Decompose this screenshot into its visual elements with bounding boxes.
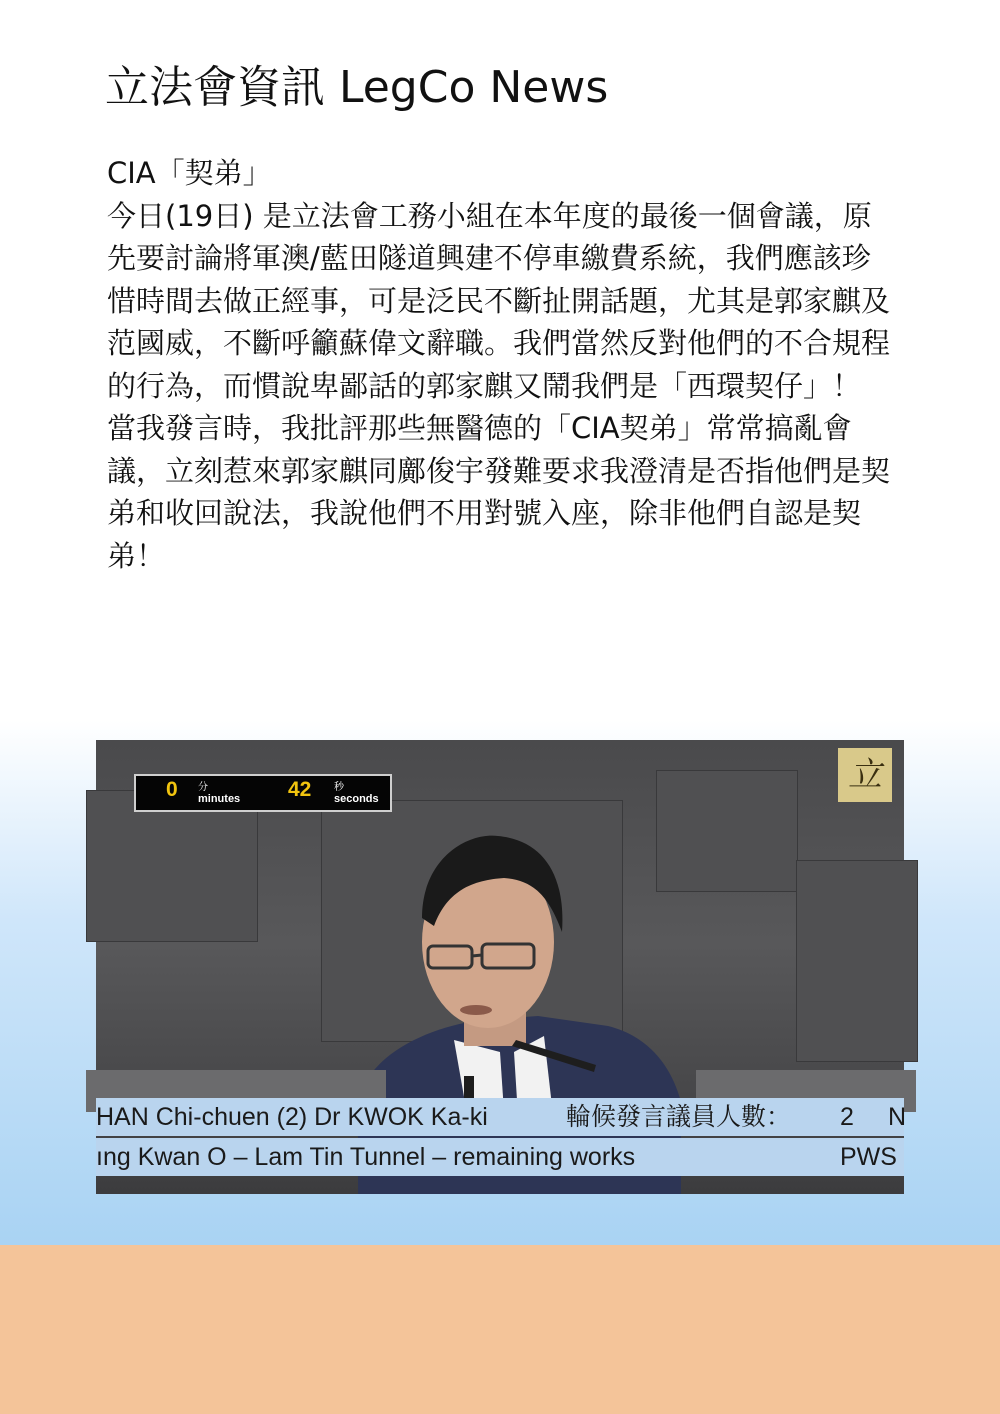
bottom-color-band (0, 1245, 1000, 1414)
page-title: 立法會資訊 LegCo News (105, 62, 609, 113)
article-paragraph-1: 今日(19日) 是立法會工務小組在本年度的最後一個會議，原先要討論將軍澳/藍田隧道興建不停車繳費系統，我們應該珍惜時間去做正經事，可是泛民不斷扯開話題，尤其是郭家麒及范國威，不斷呼籲蘇偉文辭職。我們當然反對他們的不合規程的行為，而慣說卑鄙話的郭家麒又鬧我們是「西環契仔」！ (107, 198, 891, 403)
timer-seconds-label: seconds (334, 793, 379, 805)
timer-minutes-value: 0 (166, 778, 178, 801)
ticker-line-1-tail: N (888, 1103, 907, 1131)
article-paragraph-2: 當我發言時，我批評那些無醫德的「CIA契弟」常常搞亂會議，立刻惹來郭家麒同鄺俊宇發難要求我澄清是否指他們是契弟和收回說法，我說他們不用對號入座，除非他們自認是契弟！ (107, 411, 891, 573)
timer-minutes-cn: 分 (198, 782, 208, 793)
ticker-agenda-item: ıng Kwan O – Lam Tin Tunnel – remaining works (96, 1143, 636, 1171)
legco-logo-icon: 立 (838, 748, 892, 802)
timer-seconds-cn: 秒 (334, 782, 344, 793)
timer-seconds-value: 42 (288, 778, 312, 801)
speaking-timer (134, 774, 392, 812)
legco-video-frame (96, 740, 907, 1194)
ticker-queue-label: 輪候發言議員人數： (566, 1103, 792, 1131)
article-body (107, 152, 897, 577)
ticker-speaker-list: HAN Chi-chuen (2) Dr KWOK Ka-ki (96, 1103, 488, 1131)
ticker-queue-count: 2 (840, 1103, 854, 1131)
ticker-line-1 (96, 1098, 907, 1136)
ticker-line-2 (96, 1138, 904, 1176)
ticker-agenda-code: PWS (840, 1143, 897, 1171)
timer-minutes-label: minutes (198, 793, 241, 805)
article-heading: CIA「契弟」 (107, 156, 272, 190)
